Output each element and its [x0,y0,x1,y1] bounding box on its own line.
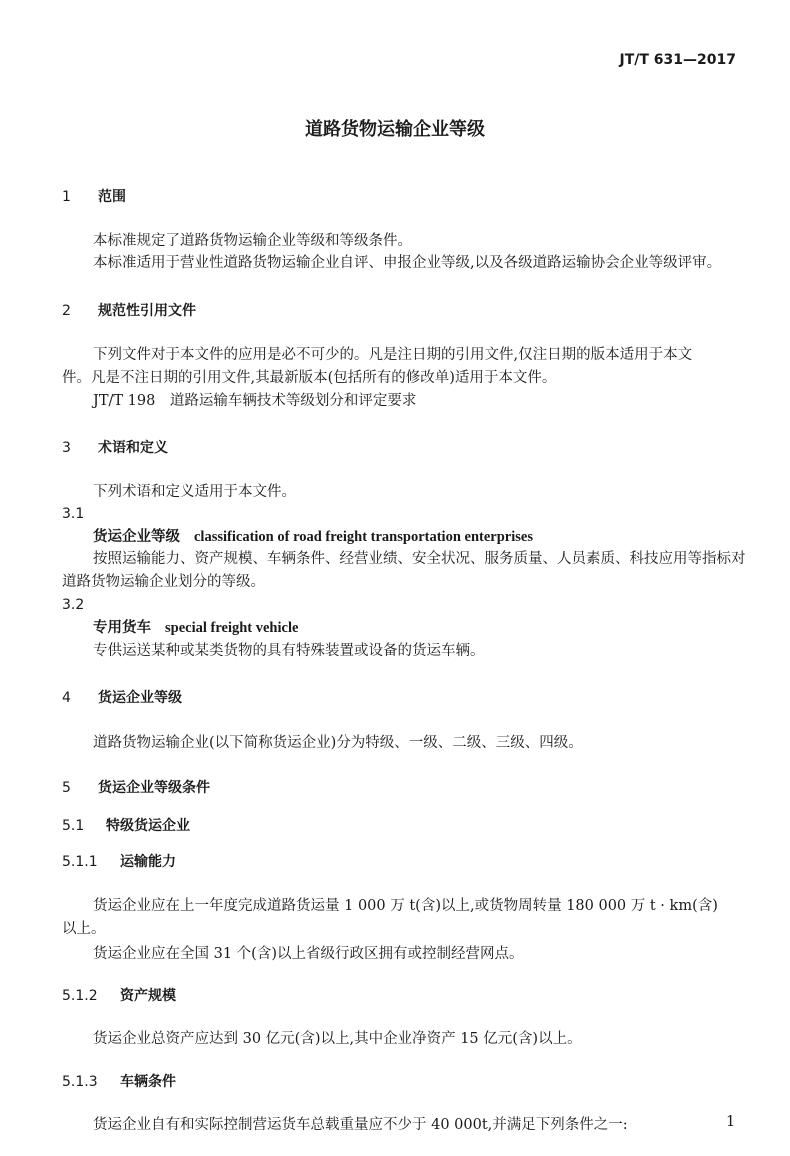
section-heading-5: 5 货运企业等级条件 [62,780,210,796]
section-heading-1: 1 范围 [62,189,126,205]
section-heading-5-1-3: 5.1.3 车辆条件 [62,1074,176,1090]
page-title: 道路货物运输企业等级 [305,119,485,140]
paragraph: 以上。 [62,921,106,937]
term-definition: 按照运输能力、资产规模、车辆条件、经营业绩、安全状况、服务质量、人员素质、科技应用等指标对 [93,551,746,567]
term-number: 3.2 [62,597,85,613]
term-definition: 道路货物运输企业划分的等级。 [62,574,265,590]
paragraph: 道路货物运输企业(以下简称货运企业)分为特级、一级、二级、三级、四级。 [93,735,583,751]
section-heading-5-1: 5.1 特级货运企业 [62,818,190,834]
section-heading-2: 2 规范性引用文件 [62,303,196,319]
term-entry: 专用货车 special freight vehicle [93,619,299,636]
page-number: 1 [726,1114,736,1130]
paragraph: 下列术语和定义适用于本文件。 [93,484,296,500]
paragraph: 本标准适用于营业性道路货物运输企业自评、申报企业等级,以及各级道路运输协会企业等级评审。 [93,255,722,271]
paragraph: 货运企业自有和实际控制营运货车总载重量应不少于 40 000t,并满足下列条件之一: [93,1117,628,1133]
paragraph: 本标准规定了道路货物运输企业等级和等级条件。 [93,233,412,249]
standard-number: JT/T 631—2017 [619,52,736,68]
paragraph: 下列文件对于本文件的应用是必不可少的。凡是注日期的引用文件,仅注日期的版本适用于本文 [93,347,693,363]
section-heading-3: 3 术语和定义 [62,440,168,456]
reference-item: JT/T 198 道路运输车辆技术等级划分和评定要求 [93,393,417,409]
section-heading-4: 4 货运企业等级 [62,690,182,706]
term-entry: 货运企业等级 classification of road freight transportation enterprises [93,528,533,545]
section-heading-5-1-1: 5.1.1 运输能力 [62,854,176,870]
paragraph: 货运企业应在全国 31 个(含)以上省级行政区拥有或控制经营网点。 [93,946,524,962]
paragraph: 件。凡是不注日期的引用文件,其最新版本(包括所有的修改单)适用于本文件。 [62,370,557,386]
term-definition: 专供运送某种或某类货物的具有特殊装置或设备的货运车辆。 [93,643,485,659]
paragraph: 货运企业应在上一年度完成道路货运量 1 000 万 t(含)以上,或货物周转量 180 000 万 t · km(含) [93,898,718,914]
section-heading-5-1-2: 5.1.2 资产规模 [62,988,176,1004]
paragraph: 货运企业总资产应达到 30 亿元(含)以上,其中企业净资产 15 亿元(含)以上。 [93,1031,582,1047]
term-number: 3.1 [62,506,85,522]
